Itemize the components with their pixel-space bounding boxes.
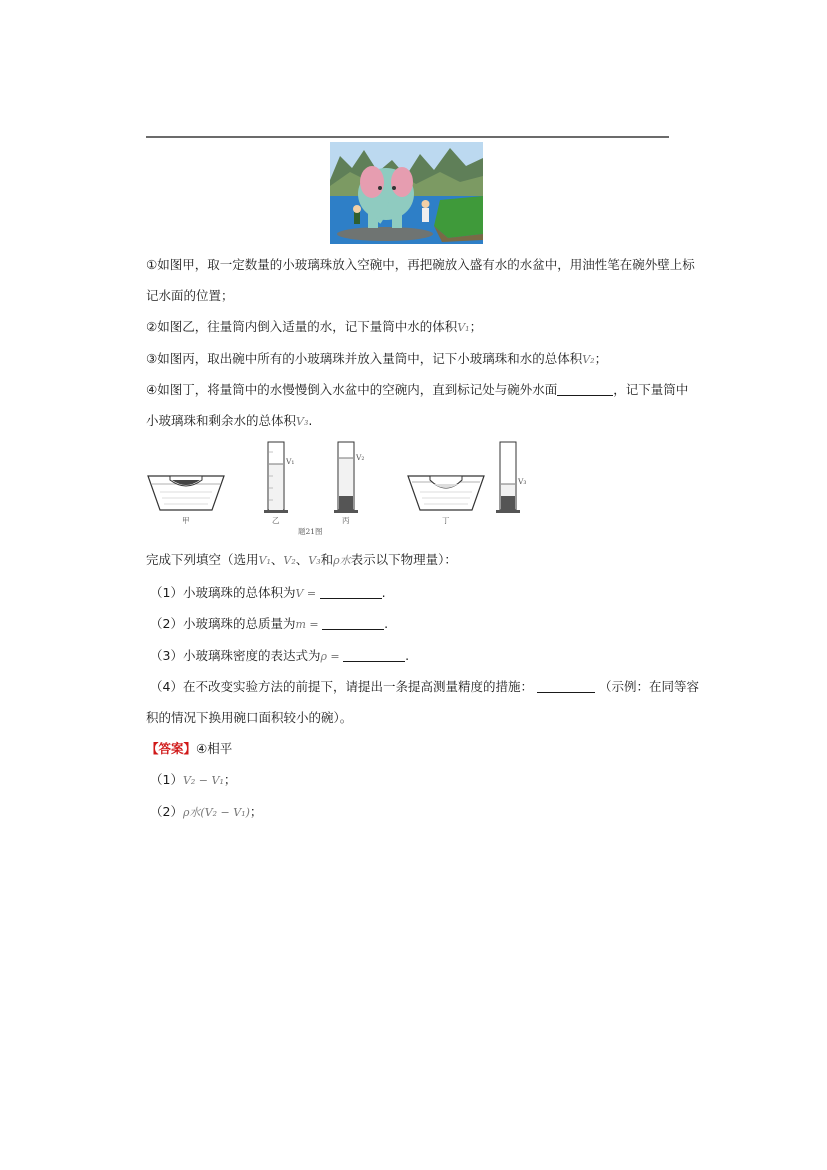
- figure-caption: 题21图: [298, 527, 323, 536]
- blank-q4[interactable]: [537, 680, 595, 693]
- question-4-line-a: （4）在不改变实验方法的前提下，请提出一条提高测量精度的措施： （示例：在同等容: [150, 679, 699, 694]
- mark-v1: V₁: [286, 457, 295, 466]
- label-ding: 丁: [442, 516, 450, 525]
- answer-1: （1）V₂ − V₁；: [150, 772, 237, 787]
- step-1-line-b: 记水面的位置；: [146, 288, 234, 303]
- answer-2: （2）ρ水(V₂ − V₁)；: [150, 804, 263, 819]
- cylinder-bing: [334, 442, 358, 513]
- blank-q2[interactable]: [322, 617, 384, 630]
- question-2: （2）小玻璃珠的总质量为m = .: [150, 616, 389, 631]
- blank-q1[interactable]: [320, 586, 382, 599]
- cylinder-yi: [264, 442, 288, 513]
- step-1-line-a: ①如图甲，取一定数量的小玻璃珠放入空碗中，再把碗放入盛有水的水盆中，用油性笔在碗外壁上标: [146, 257, 695, 272]
- cylinder-ding: [496, 442, 520, 513]
- step-4-line-b: 小玻璃珠和剩余水的总体积V₃.: [146, 413, 313, 428]
- question-3: （3）小玻璃珠密度的表达式为ρ = .: [150, 648, 410, 663]
- basin-ding: [408, 476, 484, 510]
- elephant-boat-illustration: [330, 142, 483, 244]
- blank-step-4[interactable]: [557, 383, 613, 396]
- step-2-line: ②如图乙，往量筒内倒入适量的水，记下量筒中水的体积V₁；: [146, 319, 483, 334]
- step-3-line: ③如图丙，取出碗中所有的小玻璃珠并放入量筒中，记下小玻璃珠和水的总体积V₂；: [146, 351, 608, 366]
- label-bing: 丙: [342, 516, 350, 525]
- mark-v2: V₂: [356, 453, 365, 462]
- blank-q3[interactable]: [343, 649, 405, 662]
- mark-v3: V₃: [518, 477, 526, 486]
- question-1: （1）小玻璃珠的总体积为V = .: [150, 585, 386, 600]
- label-yi: 乙: [272, 516, 280, 525]
- header-rule: [146, 136, 669, 138]
- answer-tag: 【答案】: [146, 741, 197, 756]
- experiment-figure: [146, 438, 526, 538]
- question-4-line-b: 积的情况下换用碗口面积较小的碗）。: [146, 710, 353, 725]
- fill-intro: 完成下列填空（选用V₁、V₂、V₃和ρ水表示以下物理量）：: [146, 552, 457, 567]
- basin-jia: [148, 476, 224, 510]
- step-4-line-a: ④如图丁，将量筒中的水慢慢倒入水盆中的空碗内，直到标记处与碗外水面 ，记下量筒中: [146, 382, 689, 397]
- answer-header: 【答案】④相平: [146, 741, 233, 756]
- label-jia: 甲: [182, 516, 190, 525]
